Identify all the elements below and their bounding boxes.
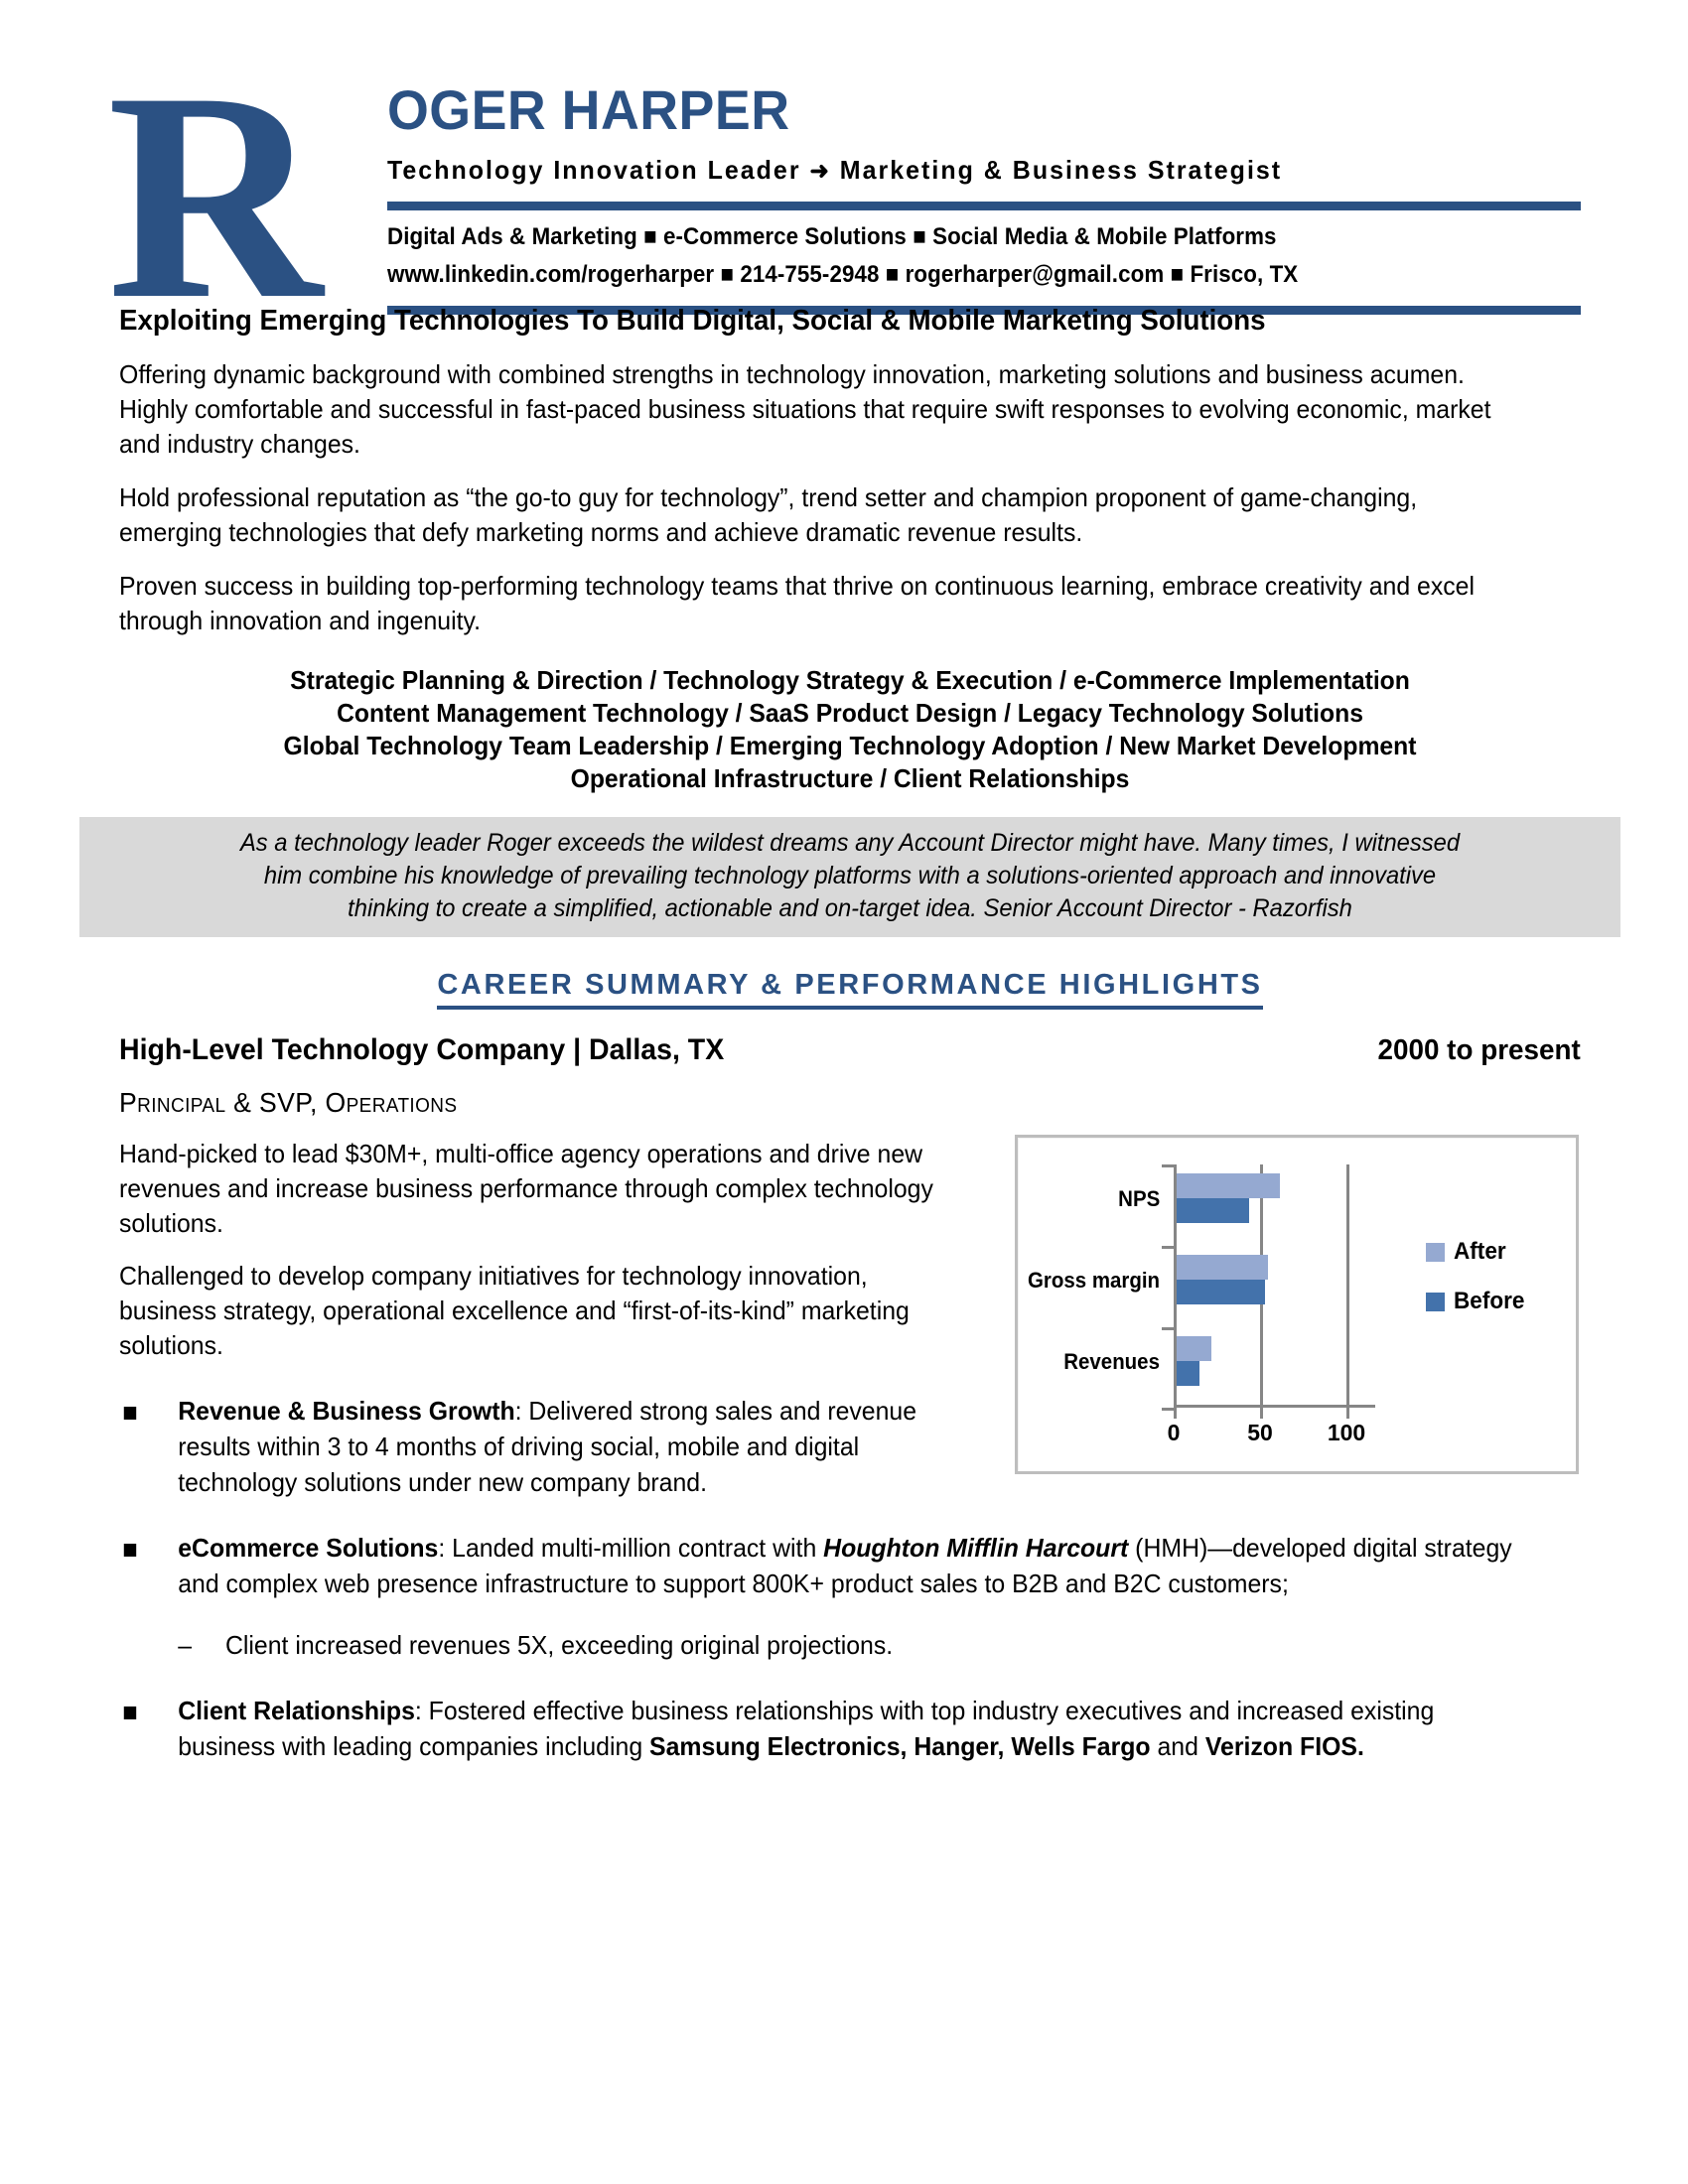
competency-line: Strategic Planning & Direction / Technology Strategy & Execution / e-Commerce Implementation <box>290 665 1410 695</box>
job-title: Principal & SVP, Operations <box>119 1087 458 1118</box>
core-competencies <box>156 664 1544 795</box>
competency-line: Operational Infrastructure / Client Relationships <box>570 763 1130 793</box>
bullet-client-relationships <box>119 1693 1515 1764</box>
bullet-label: Client Relationships <box>178 1696 415 1725</box>
legend-label: After <box>1454 1238 1506 1265</box>
tagline-right-text: Marketing & Business Strategist <box>839 155 1283 185</box>
testimonial-line: As a technology leader Roger exceeds the wildest dreams any Account Director might have. Many times, I witnessed <box>239 829 1461 857</box>
testimonial-box <box>79 817 1620 937</box>
profile-paragraph: Proven success in building top-performing technology teams that thrive on continuous learning, embrace creativity and excel through innovation and ingenuity. <box>119 571 1476 635</box>
bullet-text: : Delivered strong sales and revenue results within 3 to 4 months of driving social, mobile and digital technology solutions under new company brand. <box>178 1396 917 1497</box>
monogram-letter: R <box>107 31 317 360</box>
resume-body <box>0 303 1688 1764</box>
bullet-label: Revenue & Business Growth <box>178 1396 515 1426</box>
testimonial-line: him combine his knowledge of prevailing technology platforms with a solutions-oriented approach and innovative <box>263 862 1437 889</box>
specialties-line: Digital Ads & Marketing ■ e-Commerce Solutions ■ Social Media & Mobile Platforms <box>387 223 1277 250</box>
legend-label: Before <box>1454 1288 1525 1314</box>
bullet-text-post: (HMH)—developed digital strategy and complex web presence infrastructure to support 800K+ product sales to B2B and B2C customers; <box>178 1533 1512 1598</box>
bullet-emphasis: Samsung Electronics, Hanger, Wells Fargo <box>649 1731 1151 1761</box>
bullet-text-mid: and <box>1150 1731 1205 1761</box>
chart-xtick-label: 100 <box>1327 1420 1366 1445</box>
contact-line[interactable]: www.linkedin.com/rogerharper ■ 214-755-2948 ■ rogerharper@gmail.com ■ Frisco, TX <box>387 261 1299 288</box>
chart-y-tick <box>1162 1246 1174 1249</box>
competency-line: Global Technology Team Leadership / Emerging Technology Adoption / New Market Development <box>283 731 1417 760</box>
arrow-right-icon: ➜ <box>809 158 831 185</box>
job-dates: 2000 to present <box>1377 1034 1581 1066</box>
bullet-revenue-business-growth <box>119 1393 1515 1500</box>
bullet-label: eCommerce Solutions <box>178 1533 439 1563</box>
chart-xtick-label: 50 <box>1247 1420 1273 1445</box>
testimonial-line: thinking to create a simplified, actionable and on-target idea. Senior Account Director - Razorfish <box>348 894 1352 922</box>
job-intro-paragraph: Hand-picked to lead $30M+, multi-office agency operations and drive new revenues and increase business performance through complex technology solutions. <box>119 1139 933 1238</box>
bullet-text-pre: : Landed multi-million contract with <box>438 1533 824 1563</box>
profile-headline: Exploiting Emerging Technologies To Build Digital, Social & Mobile Marketing Solutions <box>119 305 1266 337</box>
chart-xtick-label: 0 <box>1167 1420 1181 1445</box>
chart-category-label: Gross margin <box>1027 1268 1160 1293</box>
job-intro-paragraph: Challenged to develop company initiatives for technology innovation, business strategy, operational excellence and “first-of-its-kind” marketing solutions. <box>119 1261 910 1360</box>
chart-category-label: NPS <box>1117 1186 1160 1211</box>
section-heading-career-summary: CAREER SUMMARY & PERFORMANCE HIGHLIGHTS <box>437 969 1262 1010</box>
section-heading-wrap <box>119 969 1581 1010</box>
candidate-tagline <box>387 153 1533 189</box>
header-divider-top <box>387 202 1581 210</box>
job-header <box>119 1033 1581 1067</box>
chart-bar-revenues-before <box>1177 1361 1199 1386</box>
profile-paragraph: Hold professional reputation as “the go-to guy for technology”, trend setter and champion proponent of game-changing, emerging technologies that defy marketing norms and achieve dramatic revenue results. <box>119 482 1418 547</box>
tagline-left-text: Technology Innovation Leader <box>387 155 801 185</box>
competency-line: Content Management Technology / SaaS Product Design / Legacy Technology Solutions <box>337 698 1363 728</box>
header-text-block <box>387 78 1581 315</box>
achievement-bullets <box>119 1393 1581 1764</box>
job-company-location: High-Level Technology Company | Dallas, TX <box>119 1033 725 1066</box>
bullet-ecommerce-solutions <box>119 1530 1515 1601</box>
chart-category-label: Revenues <box>1063 1349 1160 1374</box>
candidate-name: OGER HARPER <box>387 78 790 141</box>
bullet-text-pre: : Fostered effective business relationships with top industry executives and increased existing business with leading companies including <box>178 1696 1435 1761</box>
bullet-emphasis: Houghton Mifflin Harcourt <box>823 1533 1129 1563</box>
subbullet-client-revenue: – Client increased revenues 5X, exceeding original projections. <box>119 1627 1515 1663</box>
bullet-emphasis-2: Verizon FIOS. <box>1204 1731 1364 1761</box>
profile-paragraph: Offering dynamic background with combined strengths in technology innovation, marketing solutions and business acumen. Highly comfortable and successful in fast-paced business situations that require swift responses to evolving economic, market and industry changes. <box>119 359 1491 459</box>
